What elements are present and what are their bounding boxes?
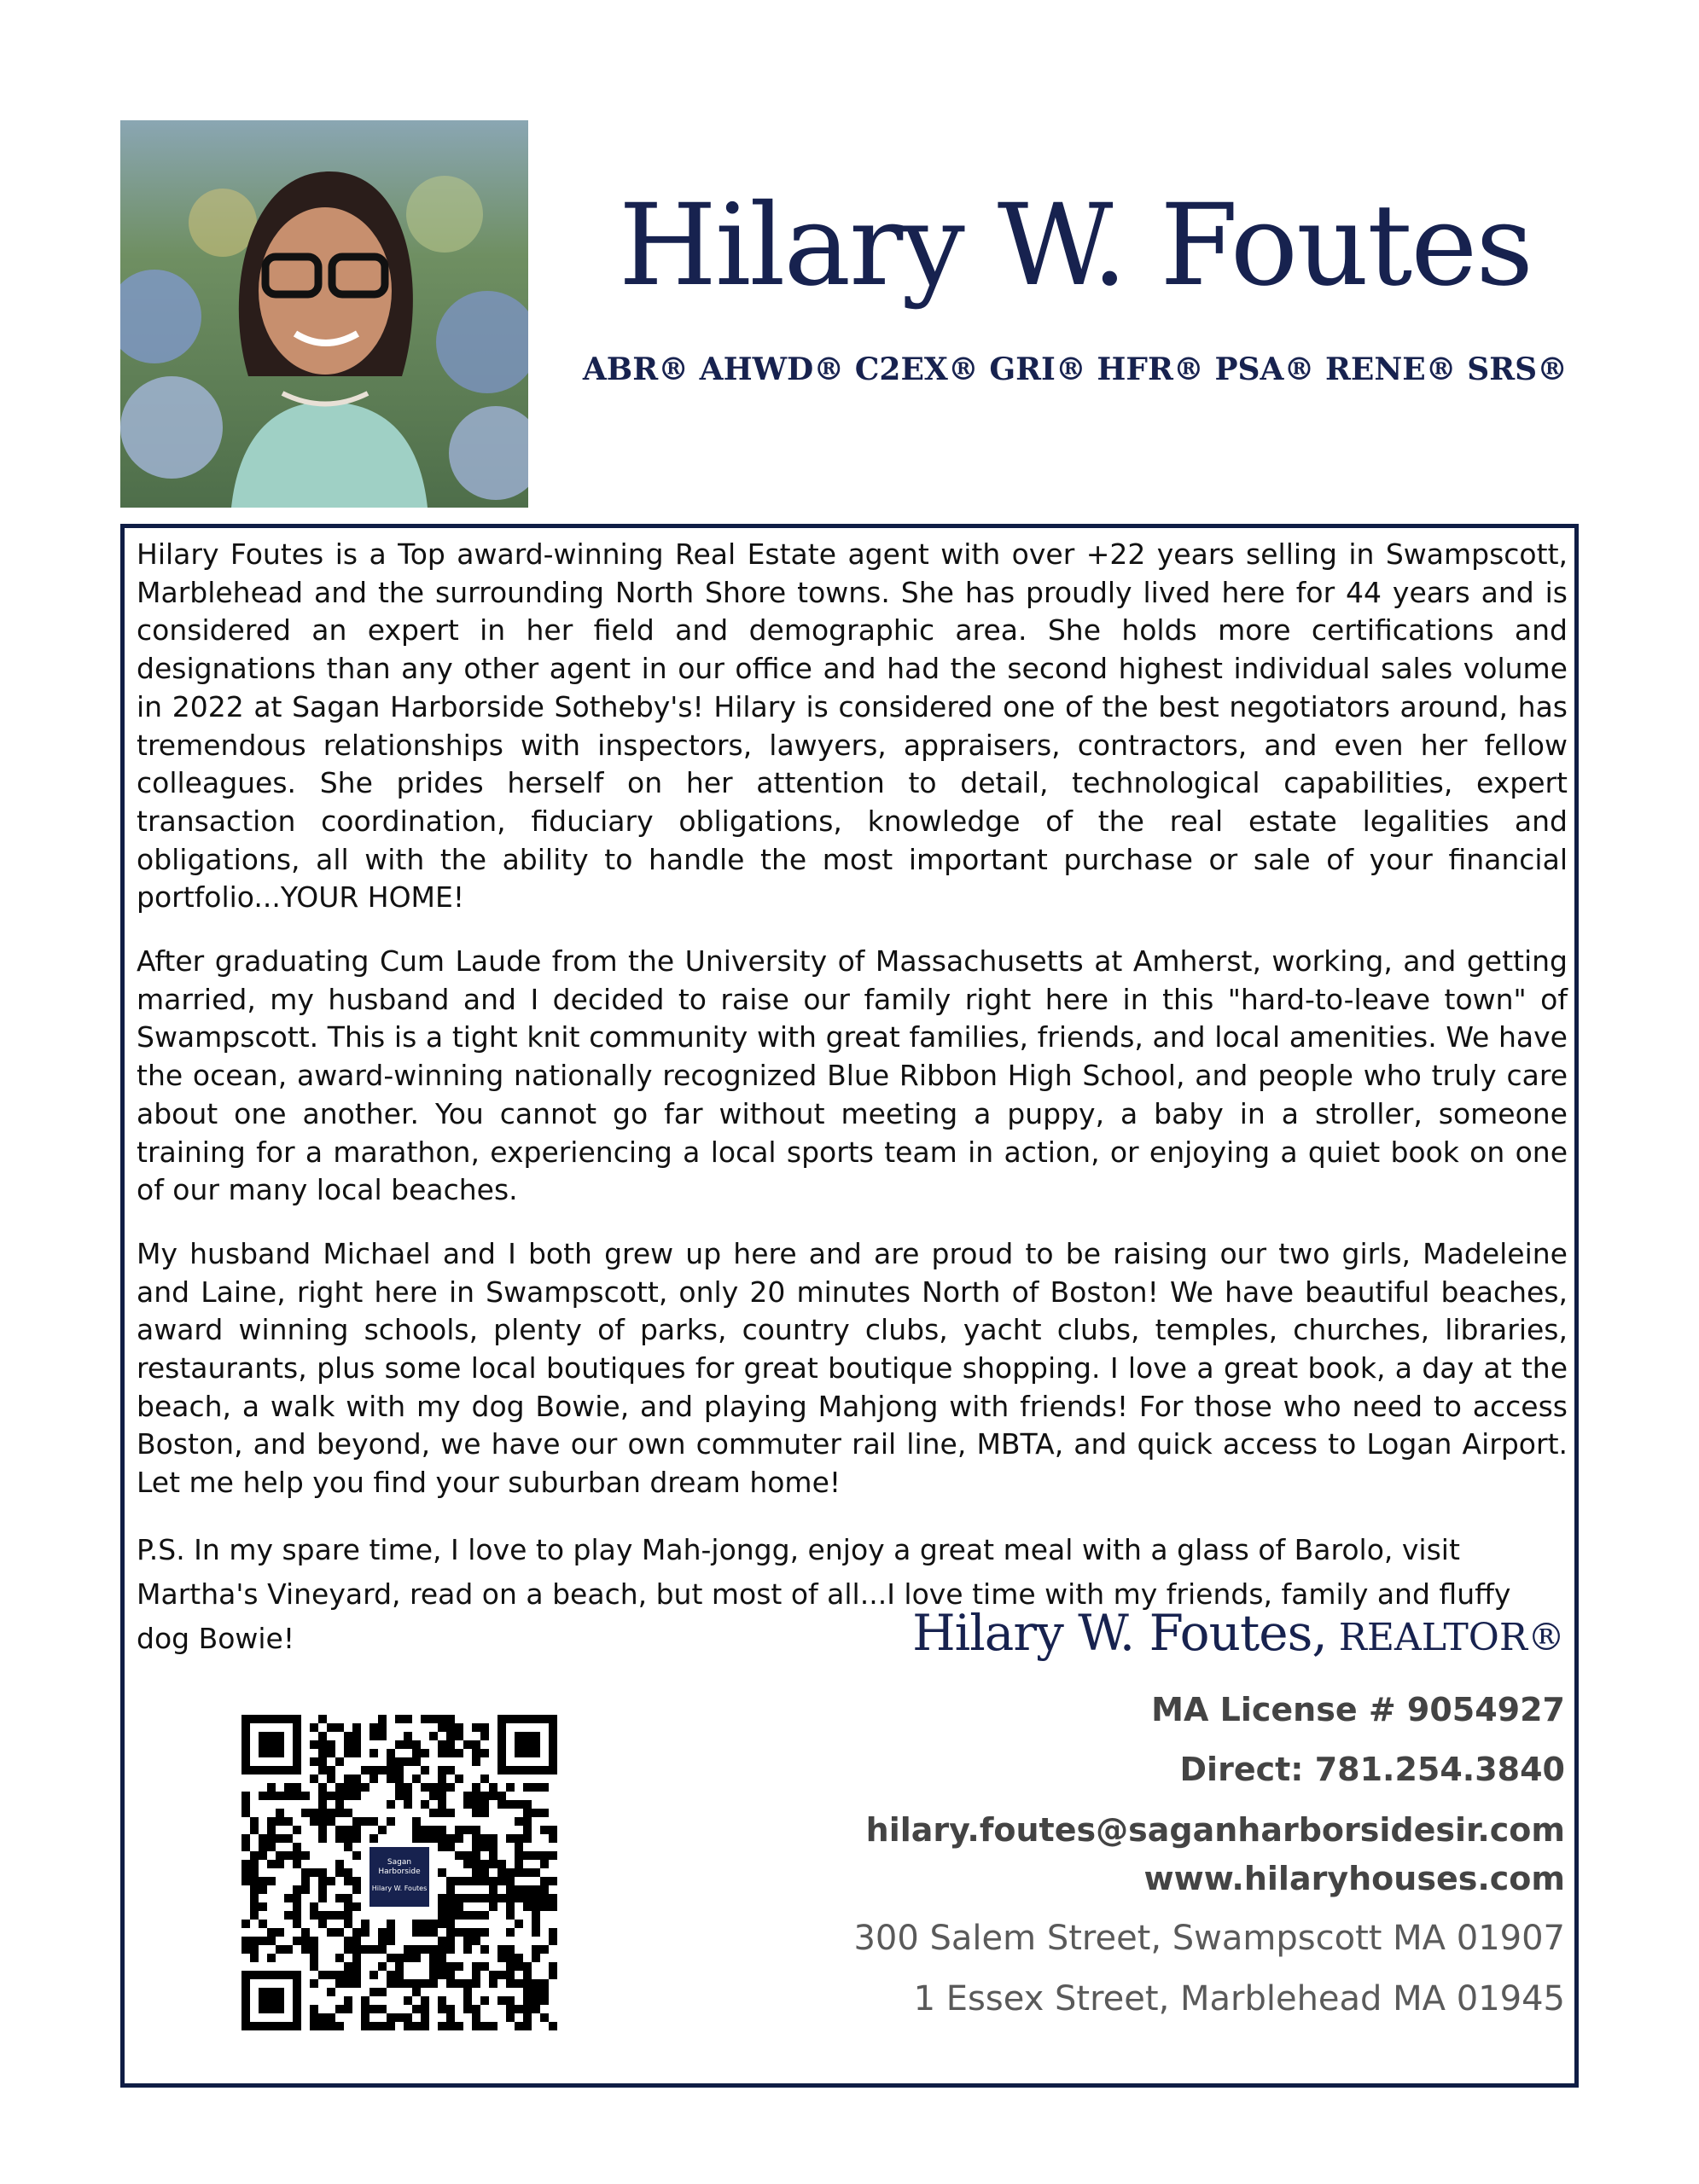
qr-code[interactable] bbox=[241, 1715, 557, 2030]
address-swampscott: 300 Salem Street, Swampscott MA 01907 bbox=[853, 1919, 1565, 1958]
website-link[interactable]: www.hilaryhouses.com bbox=[1143, 1860, 1565, 1897]
address-marblehead: 1 Essex Street, Marblehead MA 01945 bbox=[913, 1979, 1565, 2018]
signature bbox=[912, 1604, 1565, 1662]
signature-name: Hilary W. Foutes, bbox=[912, 1604, 1327, 1662]
bio-postscript: P.S. In my spare time, I love to play Mah-jongg, enjoy a great meal with a glass of Barolo, visit Martha's Vineyard, read on a beach, but most of all...I love time with my friends, family and fluffy dog Bowie! bbox=[137, 1532, 1511, 1655]
qr-center-label-3 bbox=[372, 1885, 428, 1892]
bio-paragraph-3: My husband Michael and I both grew up here and are proud to be raising our two girls, Madeleine and Laine, right here in Swampscott, only 20 minutes North of Boston! We have beautiful beaches, award winning schools, plenty of parks, country clubs, yacht clubs, temples, churches, libraries, restaurants, plus some local boutiques for great boutique shopping. I love a great book, a day at the beach, a walk with my dog Bowie, and playing Mahjong with friends! For those who need to access Boston, and beyond, we have our own commuter rail line, MBTA, and quick access to Logan Airport. Let me help you find your suburban dream home! bbox=[137, 1236, 1568, 1500]
bio-section bbox=[137, 536, 1568, 1687]
license-number: MA License # 9054927 bbox=[1151, 1691, 1565, 1728]
agent-portrait bbox=[120, 120, 528, 508]
bio-paragraph-2: After graduating Cum Laude from the University of Massachusetts at Amherst, working, and getting married, my husband and I decided to raise our family right here in this "hard-to-leave town" of Swampscott. This is a tight knit community with great families, friends, and local amenities. We have the ocean, award-winning nationally recognized Blue Ribbon High School, and people who truly care about one another. You cannot go far without meeting a puppy, a baby in a stroller, someone training for a marathon, experiencing a local sports team in action, or enjoying a quiet book on one of our many local beaches. bbox=[137, 944, 1568, 1207]
qr-center-label-1 bbox=[387, 1858, 411, 1867]
email-link[interactable]: hilary.foutes@saganharborsidesir.com bbox=[865, 1811, 1565, 1849]
credentials-line: ABR® AHWD® C2EX® GRI® HFR® PSA® RENE® SRS® bbox=[582, 351, 1568, 387]
signature-title: REALTOR® bbox=[1326, 1616, 1565, 1659]
direct-phone[interactable]: Direct: 781.254.3840 bbox=[1179, 1751, 1565, 1788]
bio-paragraph-1: Hilary Foutes is a Top award-winning Real Estate agent with over +22 years selling in Swampscott, Marblehead and the surrounding North Shore towns. She has proudly lived here for 44 years and is considered an expert in her field and demographic area. She holds more certifications and designations than any other agent in our office and had the second highest individual sales volume in 2022 at Sagan Harborside Sotheby's! Hilary is considered one of the best negotiators around, has tremendous relationships with inspectors, lawyers, appraisers, contractors, and even her fellow colleagues. She prides herself on her attention to detail, technological capabilities, expert transaction coordination, fiduciary obligations, knowledge of the real estate legalities and obligations, all with the ability to handle the most important purchase or sale of your financial portfolio...YOUR HOME! bbox=[137, 537, 1568, 915]
agent-name-heading: Hilary W. Foutes bbox=[618, 180, 1533, 311]
qr-center-label-2 bbox=[378, 1867, 421, 1876]
